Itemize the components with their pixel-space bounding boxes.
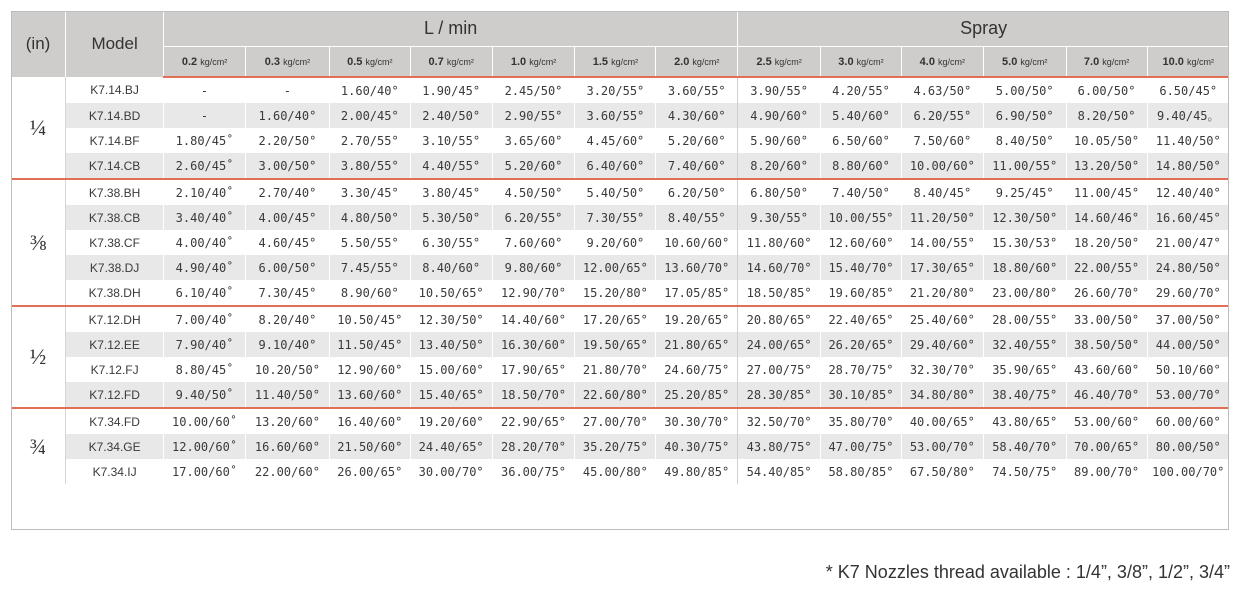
pressure-header-7 — [738, 47, 821, 78]
pressure-header-3 — [410, 47, 492, 78]
value-cell: 2.45/50° — [492, 77, 575, 103]
value-cell: 12.00/65° — [575, 255, 656, 280]
table-row — [11, 230, 1229, 255]
pressure-value: 0.5 — [347, 55, 363, 68]
value-cell: 2.40/50° — [410, 103, 492, 128]
thread-footnote: * K7 Nozzles thread available : 1/4”, 3/8”, 1/2”, 3/4” — [825, 562, 1230, 582]
value-cell: 53.00/70° — [1147, 382, 1229, 408]
value-cell: 15.30/53° — [983, 230, 1066, 255]
value-cell: 19.50/65° — [575, 332, 656, 357]
pressure-unit: kg/cm² — [774, 56, 802, 67]
value-cell: 47.00/75° — [821, 434, 902, 459]
pressure-header-5 — [575, 47, 656, 78]
value-cell: 10.00/55° — [821, 205, 902, 230]
value-cell: 22.60/80° — [575, 382, 656, 408]
value-cell: 17.20/65° — [575, 306, 656, 332]
value-cell: 7.60/60° — [492, 230, 575, 255]
value-cell: 4.00/40˚ — [164, 230, 246, 255]
pressure-unit: kg/cm² — [611, 56, 639, 67]
value-cell: 2.00/45° — [329, 103, 410, 128]
value-cell: 3.80/45° — [410, 179, 492, 205]
value-cell: 74.50/75° — [983, 459, 1066, 484]
value-cell: 37.00/50° — [1147, 306, 1229, 332]
size-cell: ¾ — [11, 408, 66, 484]
value-cell: 3.60/55° — [575, 103, 656, 128]
value-cell: 5.20/60° — [656, 128, 738, 153]
value-cell: 4.80/50° — [329, 205, 410, 230]
value-cell: 29.40/60° — [901, 332, 983, 357]
value-cell: 5.90/60° — [738, 128, 821, 153]
value-cell: 15.00/60° — [410, 357, 492, 382]
value-cell: 12.30/50° — [983, 205, 1066, 230]
value-cell: 4.40/55° — [410, 153, 492, 179]
table-row — [11, 205, 1229, 230]
value-cell: 6.20/50° — [656, 179, 738, 205]
value-cell: 19.60/85° — [821, 280, 902, 306]
value-cell: 11.00/45° — [1066, 179, 1147, 205]
value-cell: 50.10/60° — [1147, 357, 1229, 382]
pressure-header-0 — [164, 47, 246, 78]
value-cell: 1.60/40° — [329, 77, 410, 103]
value-cell: 22.00/55° — [1066, 255, 1147, 280]
value-cell: 9.80/60° — [492, 255, 575, 280]
value-cell: 4.50/50° — [492, 179, 575, 205]
table-row — [11, 103, 1229, 128]
value-cell: 12.90/70° — [492, 280, 575, 306]
value-cell: 49.80/85° — [656, 459, 738, 484]
value-cell: 11.40/50° — [1147, 128, 1229, 153]
table-row — [11, 280, 1229, 306]
table-row — [11, 153, 1229, 179]
value-cell: 21.50/60° — [329, 434, 410, 459]
value-cell: 7.90/40˚ — [164, 332, 246, 357]
value-cell: 11.20/50° — [901, 205, 983, 230]
value-cell: 32.50/70° — [738, 408, 821, 434]
model-cell: K7.38.CF — [66, 230, 164, 255]
value-cell: 10.50/65° — [410, 280, 492, 306]
table-row — [11, 382, 1229, 408]
value-cell: 13.20/50° — [1066, 153, 1147, 179]
value-cell: 17.00/60˚ — [164, 459, 246, 484]
nozzle-spec-table — [11, 11, 1229, 484]
value-cell: 43.80/75° — [738, 434, 821, 459]
value-cell: 4.45/60° — [575, 128, 656, 153]
value-cell: 4.60/45° — [245, 230, 329, 255]
value-cell: 44.00/50° — [1147, 332, 1229, 357]
table-row — [11, 179, 1229, 205]
value-cell: 6.20/55° — [492, 205, 575, 230]
value-cell: 3.10/55° — [410, 128, 492, 153]
model-cell: K7.34.FD — [66, 408, 164, 434]
value-cell: 19.20/60° — [410, 408, 492, 434]
pressure-header-2 — [329, 47, 410, 78]
value-cell: 24.60/75° — [656, 357, 738, 382]
value-cell: 7.40/60° — [656, 153, 738, 179]
value-cell: 34.80/80° — [901, 382, 983, 408]
value-cell: 10.20/50° — [245, 357, 329, 382]
value-cell: 43.60/60° — [1066, 357, 1147, 382]
pressure-value: 1.5 — [592, 55, 608, 68]
value-cell: 5.30/50° — [410, 205, 492, 230]
value-cell: 28.20/70° — [492, 434, 575, 459]
value-cell: 3.00/50° — [245, 153, 329, 179]
model-cell: K7.14.BD — [66, 103, 164, 128]
value-cell: 6.30/55° — [410, 230, 492, 255]
value-cell: 35.90/65° — [983, 357, 1066, 382]
size-column-header: (in) — [11, 11, 66, 77]
value-cell: 9.10/40° — [245, 332, 329, 357]
value-cell: 12.30/50° — [410, 306, 492, 332]
value-cell: 30.10/85° — [821, 382, 902, 408]
value-cell: 4.90/40˚ — [164, 255, 246, 280]
value-cell: 8.80/60° — [821, 153, 902, 179]
value-cell: 24.80/50° — [1147, 255, 1229, 280]
value-cell: 40.30/75° — [656, 434, 738, 459]
size-cell: ½ — [11, 306, 66, 408]
value-cell: 4.30/60° — [656, 103, 738, 128]
value-cell: 18.80/60° — [983, 255, 1066, 280]
value-cell: 13.60/60° — [329, 382, 410, 408]
value-cell: 80.00/50° — [1147, 434, 1229, 459]
value-cell: 3.40/40˚ — [164, 205, 246, 230]
table-row — [11, 128, 1229, 153]
value-cell: 53.00/70° — [901, 434, 983, 459]
value-cell: 6.80/50° — [738, 179, 821, 205]
value-cell: 100.00/70° — [1147, 459, 1229, 484]
value-cell: 4.00/45° — [245, 205, 329, 230]
value-cell: 45.00/80° — [575, 459, 656, 484]
value-cell: 32.40/55° — [983, 332, 1066, 357]
value-cell: - — [164, 77, 246, 103]
value-cell: 13.20/60° — [245, 408, 329, 434]
value-cell: 1.90/45° — [410, 77, 492, 103]
value-cell: 18.50/70° — [492, 382, 575, 408]
value-cell: 28.70/75° — [821, 357, 902, 382]
value-cell: 14.40/60° — [492, 306, 575, 332]
value-cell: 5.20/60° — [492, 153, 575, 179]
value-cell: 6.50/45° — [1147, 77, 1229, 103]
pressure-unit: kg/cm² — [365, 56, 393, 67]
value-cell: 15.40/65° — [410, 382, 492, 408]
value-cell: 22.90/65° — [492, 408, 575, 434]
value-cell: 28.00/55° — [983, 306, 1066, 332]
value-cell: 7.50/60° — [901, 128, 983, 153]
table-row — [11, 77, 1229, 103]
pressure-value: 10.0 — [1162, 55, 1184, 68]
value-cell: 3.30/45° — [329, 179, 410, 205]
value-cell: 26.00/65° — [329, 459, 410, 484]
value-cell: 4.20/55° — [821, 77, 902, 103]
value-cell: 17.05/85° — [656, 280, 738, 306]
value-cell: 11.40/50° — [245, 382, 329, 408]
value-cell: 2.20/50° — [245, 128, 329, 153]
value-cell: 14.00/55° — [901, 230, 983, 255]
model-cell: K7.14.BF — [66, 128, 164, 153]
pressure-value: 2.5 — [756, 55, 772, 68]
value-cell: 46.40/70° — [1066, 382, 1147, 408]
value-cell: 43.80/65° — [983, 408, 1066, 434]
value-cell: 21.00/47° — [1147, 230, 1229, 255]
pressure-unit: kg/cm² — [856, 56, 884, 67]
pressure-value: 2.0 — [674, 55, 690, 68]
value-cell: 8.90/60° — [329, 280, 410, 306]
value-cell: 30.30/70° — [656, 408, 738, 434]
value-cell: 89.00/70° — [1066, 459, 1147, 484]
value-cell: 3.90/55° — [738, 77, 821, 103]
model-cell: K7.38.BH — [66, 179, 164, 205]
value-cell: 8.40/55° — [656, 205, 738, 230]
value-cell: 67.50/80° — [901, 459, 983, 484]
model-cell: K7.12.EE — [66, 332, 164, 357]
value-cell: 18.50/85° — [738, 280, 821, 306]
header-row-pressures — [11, 47, 1229, 78]
value-cell: 35.20/75° — [575, 434, 656, 459]
value-cell: 33.00/50° — [1066, 306, 1147, 332]
value-cell: 11.00/55° — [983, 153, 1066, 179]
table-row — [11, 306, 1229, 332]
value-cell: 10.00/60˚ — [164, 408, 246, 434]
header-row-groups — [11, 11, 1229, 47]
value-cell: 12.90/60° — [329, 357, 410, 382]
value-cell: 14.60/70° — [738, 255, 821, 280]
value-cell: - — [164, 103, 246, 128]
pressure-unit: kg/cm² — [692, 56, 720, 67]
model-cell: K7.12.DH — [66, 306, 164, 332]
value-cell: 53.00/60° — [1066, 408, 1147, 434]
size-cell: ¼ — [11, 77, 66, 179]
pressure-unit: kg/cm² — [1186, 56, 1214, 67]
pressure-value: 0.7 — [428, 55, 444, 68]
value-cell: 6.40/60° — [575, 153, 656, 179]
value-cell: 70.00/65° — [1066, 434, 1147, 459]
value-cell: 12.60/60° — [821, 230, 902, 255]
value-cell: 6.00/50° — [1066, 77, 1147, 103]
value-cell: 17.90/65° — [492, 357, 575, 382]
value-cell: 7.45/55° — [329, 255, 410, 280]
value-cell: 35.80/70° — [821, 408, 902, 434]
pressure-unit: kg/cm² — [938, 56, 966, 67]
flow-group-header: L / min — [164, 11, 738, 47]
value-cell: 1.60/40° — [245, 103, 329, 128]
value-cell: 9.30/55° — [738, 205, 821, 230]
value-cell: 23.00/80° — [983, 280, 1066, 306]
value-cell: 2.70/55° — [329, 128, 410, 153]
value-cell: 8.20/50° — [1066, 103, 1147, 128]
pressure-unit: kg/cm² — [1102, 56, 1130, 67]
model-column-header: Model — [66, 11, 164, 77]
value-cell: 22.40/65° — [821, 306, 902, 332]
value-cell: 29.60/70° — [1147, 280, 1229, 306]
value-cell: 24.40/65° — [410, 434, 492, 459]
model-cell: K7.34.GE — [66, 434, 164, 459]
value-cell: 13.40/50° — [410, 332, 492, 357]
model-cell: K7.12.FJ — [66, 357, 164, 382]
pressure-header-12 — [1147, 47, 1229, 78]
value-cell: 7.00/40˚ — [164, 306, 246, 332]
value-cell: 8.40/60° — [410, 255, 492, 280]
value-cell: 3.80/55° — [329, 153, 410, 179]
value-cell: 40.00/65° — [901, 408, 983, 434]
value-cell: 15.40/70° — [821, 255, 902, 280]
value-cell: 8.40/50° — [983, 128, 1066, 153]
value-cell: 5.40/60° — [821, 103, 902, 128]
value-cell: 27.00/75° — [738, 357, 821, 382]
value-cell: 2.70/40° — [245, 179, 329, 205]
pressure-header-4 — [492, 47, 575, 78]
pressure-header-1 — [245, 47, 329, 78]
value-cell: 7.40/50° — [821, 179, 902, 205]
model-cell: K7.38.CB — [66, 205, 164, 230]
pressure-value: 3.0 — [838, 55, 854, 68]
value-cell: 21.20/80° — [901, 280, 983, 306]
value-cell: 30.00/70° — [410, 459, 492, 484]
value-cell: 16.30/60° — [492, 332, 575, 357]
pressure-value: 1.0 — [510, 55, 527, 68]
table-row — [11, 357, 1229, 382]
pressure-unit: kg/cm² — [283, 56, 311, 67]
value-cell: 12.00/60˚ — [164, 434, 246, 459]
model-cell: K7.14.CB — [66, 153, 164, 179]
model-cell: K7.34.IJ — [66, 459, 164, 484]
pressure-header-6 — [656, 47, 738, 78]
pressure-value: 0.3 — [264, 55, 281, 68]
value-cell: 6.90/50° — [983, 103, 1066, 128]
pressure-header-10 — [983, 47, 1066, 78]
value-cell: - — [245, 77, 329, 103]
value-cell: 22.00/60° — [245, 459, 329, 484]
value-cell: 4.90/60° — [738, 103, 821, 128]
value-cell: 60.00/60° — [1147, 408, 1229, 434]
value-cell: 21.80/65° — [656, 332, 738, 357]
value-cell: 58.80/85° — [821, 459, 902, 484]
value-cell: 15.20/80° — [575, 280, 656, 306]
value-cell: 38.50/50° — [1066, 332, 1147, 357]
value-cell: 3.20/55° — [575, 77, 656, 103]
value-cell: 11.50/45° — [329, 332, 410, 357]
value-cell: 28.30/85° — [738, 382, 821, 408]
pressure-value: 0.2 — [181, 55, 198, 68]
model-cell: K7.38.DJ — [66, 255, 164, 280]
value-cell: 18.20/50° — [1066, 230, 1147, 255]
value-cell: 5.40/50° — [575, 179, 656, 205]
value-cell: 36.00/75° — [492, 459, 575, 484]
pressure-unit: kg/cm² — [200, 56, 228, 67]
value-cell: 38.40/75° — [983, 382, 1066, 408]
value-cell: 5.50/55° — [329, 230, 410, 255]
size-cell: ⅜ — [11, 179, 66, 306]
value-cell: 9.20/60° — [575, 230, 656, 255]
table-row — [11, 434, 1229, 459]
value-cell: 10.50/45° — [329, 306, 410, 332]
value-cell: 8.20/60° — [738, 153, 821, 179]
value-cell: 19.20/65° — [656, 306, 738, 332]
pressure-unit: kg/cm² — [1020, 56, 1048, 67]
value-cell: 6.00/50° — [245, 255, 329, 280]
value-cell: 3.65/60° — [492, 128, 575, 153]
value-cell: 8.80/45˚ — [164, 357, 246, 382]
model-cell: K7.38.DH — [66, 280, 164, 306]
table-row — [11, 332, 1229, 357]
value-cell: 6.10/40˚ — [164, 280, 246, 306]
pressure-value: 7.0 — [1083, 55, 1100, 68]
pressure-unit: kg/cm² — [529, 56, 557, 67]
table-row — [11, 408, 1229, 434]
value-cell: 9.40/50˚ — [164, 382, 246, 408]
value-cell: 32.30/70° — [901, 357, 983, 382]
model-cell: K7.14.BJ — [66, 77, 164, 103]
value-cell: 58.40/70° — [983, 434, 1066, 459]
value-cell: 9.40/45。 — [1147, 103, 1229, 128]
model-cell: K7.12.FD — [66, 382, 164, 408]
value-cell: 5.00/50° — [983, 77, 1066, 103]
value-cell: 10.05/50° — [1066, 128, 1147, 153]
value-cell: 1.80/45˚ — [164, 128, 246, 153]
value-cell: 9.25/45° — [983, 179, 1066, 205]
table-row — [11, 255, 1229, 280]
value-cell: 6.20/55° — [901, 103, 983, 128]
pressure-value: 5.0 — [1002, 55, 1018, 68]
pressure-value: 4.0 — [919, 55, 935, 68]
value-cell: 16.60/45° — [1147, 205, 1229, 230]
value-cell: 2.90/55° — [492, 103, 575, 128]
value-cell: 16.40/60° — [329, 408, 410, 434]
pressure-unit: kg/cm² — [446, 56, 474, 67]
value-cell: 7.30/55° — [575, 205, 656, 230]
value-cell: 26.60/70° — [1066, 280, 1147, 306]
value-cell: 24.00/65° — [738, 332, 821, 357]
value-cell: 2.60/45˚ — [164, 153, 246, 179]
value-cell: 14.80/50° — [1147, 153, 1229, 179]
value-cell: 17.30/65° — [901, 255, 983, 280]
value-cell: 10.60/60° — [656, 230, 738, 255]
value-cell: 26.20/65° — [821, 332, 902, 357]
value-cell: 12.40/40° — [1147, 179, 1229, 205]
pressure-header-8 — [821, 47, 902, 78]
value-cell: 13.60/70° — [656, 255, 738, 280]
value-cell: 7.30/45° — [245, 280, 329, 306]
value-cell: 25.40/60° — [901, 306, 983, 332]
value-cell: 6.50/60° — [821, 128, 902, 153]
value-cell: 8.40/45° — [901, 179, 983, 205]
value-cell: 20.80/65° — [738, 306, 821, 332]
value-cell: 8.20/40° — [245, 306, 329, 332]
value-cell: 10.00/60° — [901, 153, 983, 179]
value-cell: 21.80/70° — [575, 357, 656, 382]
value-cell: 3.60/55° — [656, 77, 738, 103]
table-body — [11, 77, 1229, 484]
value-cell: 54.40/85° — [738, 459, 821, 484]
value-cell: 27.00/70° — [575, 408, 656, 434]
value-cell: 16.60/60° — [245, 434, 329, 459]
value-cell: 4.63/50° — [901, 77, 983, 103]
table-row — [11, 459, 1229, 484]
pressure-header-11 — [1066, 47, 1147, 78]
spray-group-header: Spray — [738, 11, 1229, 47]
pressure-header-9 — [901, 47, 983, 78]
value-cell: 14.60/46° — [1066, 205, 1147, 230]
value-cell: 25.20/85° — [656, 382, 738, 408]
value-cell: 11.80/60° — [738, 230, 821, 255]
value-cell: 2.10/40˚ — [164, 179, 246, 205]
